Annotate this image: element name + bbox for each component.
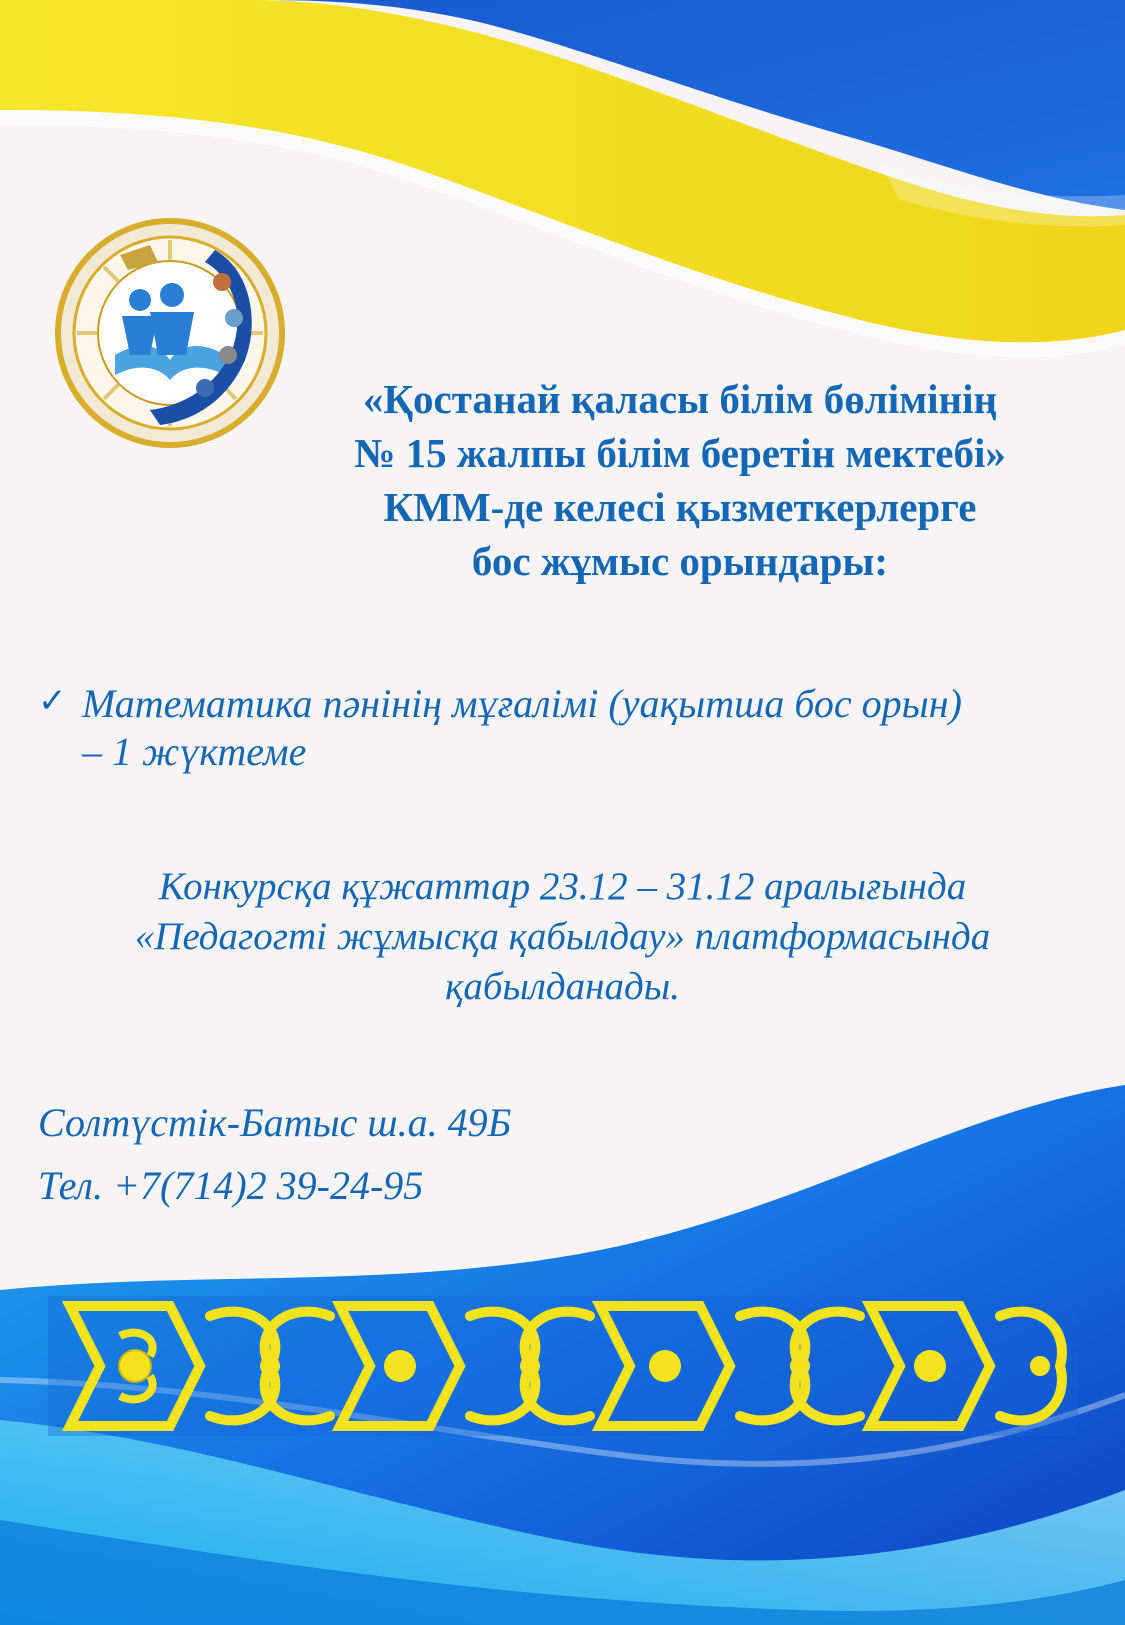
notice-line-3: қабылданады.	[445, 965, 680, 1008]
checkmark-icon: ✓	[38, 683, 67, 720]
notice-line-2: «Педагогті жұмысқа қабылдау» платформасында	[134, 915, 991, 958]
contact-phone: Тел. +7(714)2 39-24-95	[38, 1163, 424, 1208]
application-notice	[20, 862, 1105, 1012]
contact-address: Солтүстік-Батыс ш.а. 49Б	[38, 1100, 512, 1145]
notice-line-1: Конкурсқа құжаттар 23.12 – 31.12 аралығында	[158, 865, 967, 908]
heading-line-1: «Қостанай қаласы білім бөлімінің	[362, 376, 998, 422]
heading-line-4: бос жұмыс орындары:	[471, 538, 889, 584]
page-title	[255, 372, 1105, 588]
heading-line-2: № 15 жалпы білім беретін мектебі»	[354, 430, 1006, 476]
heading-line-3: КММ-де келесі қызметкерлерге	[383, 484, 977, 530]
vacancy-title: Математика пәнінің мұғалімі (уақытша бос орын)	[82, 681, 962, 726]
vacancy-load: – 1 жүктеме	[82, 729, 307, 774]
